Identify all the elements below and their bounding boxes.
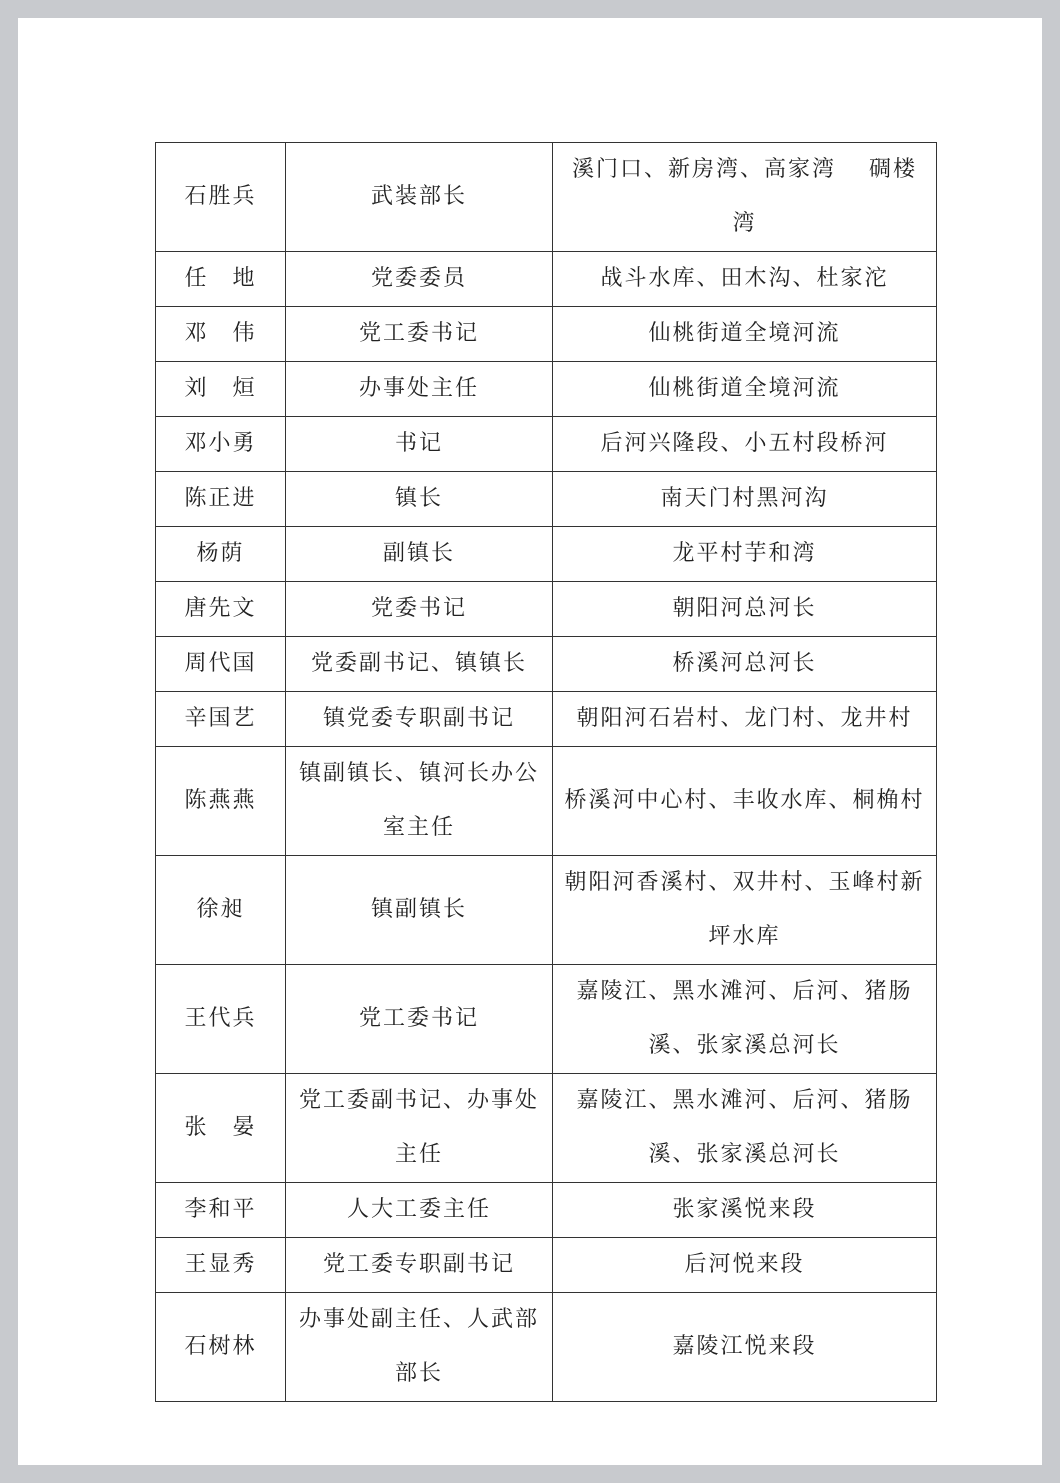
name-cell: 徐昶: [156, 856, 286, 965]
name-cell: 石树林: [156, 1293, 286, 1402]
table-row: [156, 856, 937, 965]
position-cell: 书记: [286, 417, 553, 472]
name-cell: 周代国: [156, 637, 286, 692]
table-row: [156, 527, 937, 582]
name-cell: 邓 伟: [156, 307, 286, 362]
table-row: [156, 1074, 937, 1183]
position-cell: 党工委副书记、办事处主任: [286, 1074, 553, 1183]
river-cell: 南天门村黑河沟: [553, 472, 937, 527]
river-cell: 龙平村芋和湾: [553, 527, 937, 582]
river-cell: 桥溪河中心村、丰收水库、桐桷村: [553, 747, 937, 856]
table-row: [156, 143, 937, 252]
position-cell: 办事处副主任、人武部部长: [286, 1293, 553, 1402]
position-cell: 办事处主任: [286, 362, 553, 417]
position-cell: 副镇长: [286, 527, 553, 582]
river-cell: 朝阳河总河长: [553, 582, 937, 637]
name-cell: 石胜兵: [156, 143, 286, 252]
table-row: [156, 747, 937, 856]
position-cell: 党工委书记: [286, 307, 553, 362]
position-cell: 党工委书记: [286, 965, 553, 1074]
river-cell: 嘉陵江、黑水滩河、后河、猪肠溪、张家溪总河长: [553, 1074, 937, 1183]
position-cell: 党委委员: [286, 252, 553, 307]
table-row: [156, 637, 937, 692]
name-cell: 王代兵: [156, 965, 286, 1074]
river-cell: 嘉陵江悦来段: [553, 1293, 937, 1402]
name-cell: 杨荫: [156, 527, 286, 582]
position-cell: 镇副镇长: [286, 856, 553, 965]
river-cell: 后河悦来段: [553, 1238, 937, 1293]
river-cell: 桥溪河总河长: [553, 637, 937, 692]
table-row: [156, 1183, 937, 1238]
position-cell: 镇党委专职副书记: [286, 692, 553, 747]
river-cell: 嘉陵江、黑水滩河、后河、猪肠溪、张家溪总河长: [553, 965, 937, 1074]
river-cell: 朝阳河香溪村、双井村、玉峰村新坪水库: [553, 856, 937, 965]
name-cell: 唐先文: [156, 582, 286, 637]
river-cell: 仙桃街道全境河流: [553, 307, 937, 362]
position-cell: 党工委专职副书记: [286, 1238, 553, 1293]
document-page: [18, 18, 1042, 1465]
position-cell: 武装部长: [286, 143, 553, 252]
table-row: [156, 472, 937, 527]
river-cell: 仙桃街道全境河流: [553, 362, 937, 417]
position-cell: 党委书记: [286, 582, 553, 637]
table-row: [156, 417, 937, 472]
position-cell: 党委副书记、镇镇长: [286, 637, 553, 692]
table-row: [156, 252, 937, 307]
position-cell: 人大工委主任: [286, 1183, 553, 1238]
name-cell: 王显秀: [156, 1238, 286, 1293]
name-cell: 陈正进: [156, 472, 286, 527]
river-cell: 战斗水库、田木沟、杜家沱: [553, 252, 937, 307]
name-cell: 辛国艺: [156, 692, 286, 747]
table-row: [156, 1238, 937, 1293]
table-row: [156, 582, 937, 637]
table-row: [156, 692, 937, 747]
position-cell: 镇长: [286, 472, 553, 527]
river-cell: 朝阳河石岩村、龙门村、龙井村: [553, 692, 937, 747]
river-cell: 张家溪悦来段: [553, 1183, 937, 1238]
river-chief-table: [155, 142, 937, 1402]
name-cell: 刘 烜: [156, 362, 286, 417]
river-cell: 溪门口、新房湾、高家湾 碉楼湾: [553, 143, 937, 252]
table-row: [156, 362, 937, 417]
name-cell: 陈燕燕: [156, 747, 286, 856]
table-row: [156, 1293, 937, 1402]
name-cell: 李和平: [156, 1183, 286, 1238]
name-cell: 张 晏: [156, 1074, 286, 1183]
position-cell: 镇副镇长、镇河长办公室主任: [286, 747, 553, 856]
name-cell: 邓小勇: [156, 417, 286, 472]
name-cell: 任 地: [156, 252, 286, 307]
table-row: [156, 965, 937, 1074]
table-row: [156, 307, 937, 362]
river-cell: 后河兴隆段、小五村段桥河: [553, 417, 937, 472]
